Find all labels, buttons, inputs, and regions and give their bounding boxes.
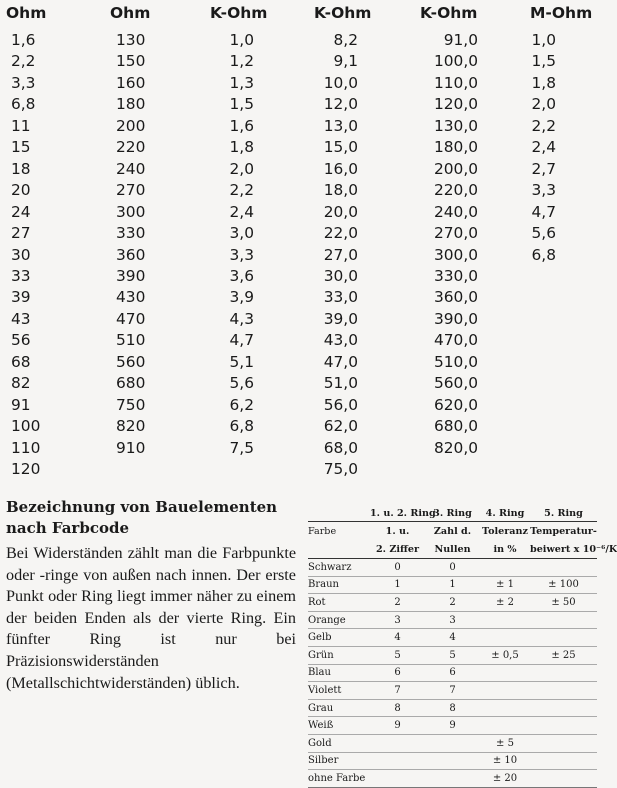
values-cell: 680	[116, 374, 146, 393]
color-table-row	[308, 576, 597, 594]
values-cell: 110,0	[433, 73, 478, 92]
values-cell: 68	[11, 352, 31, 371]
color-name-cell: Grün	[308, 646, 370, 664]
values-cell: 240	[116, 159, 146, 178]
values-cell: 1,6	[229, 116, 254, 135]
values-cell: 11	[11, 116, 31, 135]
values-cell: 1,5	[531, 52, 556, 71]
values-cell: 18	[11, 159, 31, 178]
values-cell: 22,0	[323, 224, 358, 243]
values-cell: 1,6	[11, 31, 36, 49]
color-value-cell: 2	[370, 594, 425, 612]
values-cell: 510	[116, 331, 146, 350]
values-row	[6, 416, 594, 437]
color-name-cell: Weiß	[308, 717, 370, 735]
color-value-cell: 1	[425, 576, 480, 594]
values-cell: 1,5	[229, 95, 254, 114]
values-cell: 39,0	[323, 309, 358, 328]
color-value-cell: 4	[370, 629, 425, 647]
values-cell: 130	[116, 31, 146, 49]
values-cell	[516, 309, 594, 330]
values-cell: 16,0	[323, 159, 358, 178]
color-value-cell	[480, 629, 530, 647]
color-value-cell	[480, 717, 530, 735]
values-cell: 30,0	[323, 266, 358, 285]
color-value-cell: ± 20	[480, 770, 530, 788]
values-cell: 10,0	[323, 73, 358, 92]
values-cell: 820	[116, 417, 146, 436]
values-cell: 2,2	[229, 181, 254, 200]
values-column-header: K-Ohm	[420, 4, 478, 22]
section-body-text: Bei Widerständen zählt man die Farbpunkte oder -ringe von außen nach innen. Der erste Punkt oder Ring liegt immer näher zu einem der beiden Enden als der vierte Ring. Ein fünfter Ring ist nur bei Präzisionswiderständen (Metallschichtwiderständen) üblich.	[6, 544, 296, 692]
values-row	[6, 116, 594, 137]
color-table-row	[308, 717, 597, 735]
color-table-header-cell: 4. Ring	[480, 506, 530, 522]
values-cell: 270,0	[433, 224, 478, 243]
values-cell: 15	[11, 138, 31, 157]
color-name-cell: Gold	[308, 734, 370, 752]
values-cell: 43	[11, 309, 31, 328]
values-row	[6, 352, 594, 373]
values-cell: 82	[11, 374, 31, 393]
values-cell: 5,6	[531, 224, 556, 243]
color-table-header-cell: 3. Ring	[425, 506, 480, 522]
values-cell: 150	[116, 52, 146, 71]
section-heading: Bezeichnung von Bauelementen nach Farbcode	[6, 498, 278, 537]
values-cell: 13,0	[323, 116, 358, 135]
color-name-cell: Violett	[308, 682, 370, 700]
values-cell: 120	[11, 460, 41, 479]
color-value-cell: 6	[370, 664, 425, 682]
values-cell: 680,0	[433, 417, 478, 436]
values-cell: 1,2	[229, 52, 254, 71]
color-table-header-cell: Nullen	[425, 541, 480, 559]
values-row	[6, 223, 594, 244]
values-cell: 620,0	[433, 395, 478, 414]
color-value-cell: 4	[425, 629, 480, 647]
color-table-row	[308, 699, 597, 717]
color-table-header-cell: Temperatur-	[530, 526, 597, 537]
color-table-row	[308, 611, 597, 629]
color-value-cell: ± 1	[480, 576, 530, 594]
color-table-header-cell: Zahl d.	[433, 526, 472, 537]
values-cell: 750	[116, 395, 146, 414]
color-table-header-row	[308, 522, 597, 542]
values-cell: 3,3	[11, 73, 36, 92]
values-cell: 24	[11, 202, 31, 221]
color-value-cell: 7	[425, 682, 480, 700]
color-table-header-row	[308, 506, 597, 522]
values-cell: 3,0	[229, 224, 254, 243]
values-cell: 6,8	[229, 417, 254, 436]
color-table-header-cell: in %	[480, 541, 530, 559]
values-row	[6, 459, 594, 480]
color-table-header-cell: 1. u.	[385, 526, 410, 537]
color-name-cell: Gelb	[308, 629, 370, 647]
values-cell: 1,0	[229, 31, 254, 49]
color-name-cell: Braun	[308, 576, 370, 594]
values-header-row	[6, 4, 594, 30]
values-cell: 1,8	[531, 73, 556, 92]
color-value-cell	[530, 770, 597, 788]
color-value-cell	[425, 752, 480, 770]
values-row	[6, 287, 594, 308]
color-value-cell	[530, 611, 597, 629]
color-table-header-cell: beiwert x 10⁻⁶/K	[530, 541, 597, 559]
color-value-cell	[370, 734, 425, 752]
values-cell	[516, 352, 594, 373]
values-cell: 100,0	[433, 52, 478, 71]
color-table-header-cell: 1. u. 2. Ring	[370, 506, 425, 522]
color-value-cell: 7	[370, 682, 425, 700]
values-row	[6, 137, 594, 158]
values-cell	[516, 395, 594, 416]
values-row	[6, 330, 594, 351]
color-table-header-cell	[308, 541, 370, 559]
values-cell	[516, 416, 594, 437]
values-cell: 390	[116, 266, 146, 285]
values-cell: 1,8	[229, 138, 254, 157]
color-value-cell	[480, 559, 530, 577]
color-value-cell: 9	[425, 717, 480, 735]
color-value-cell: 1	[370, 576, 425, 594]
values-cell: 51,0	[323, 374, 358, 393]
color-name-cell: Blau	[308, 664, 370, 682]
values-cell: 510,0	[433, 352, 478, 371]
color-table-row	[308, 734, 597, 752]
color-value-cell	[480, 611, 530, 629]
values-cell: 300	[116, 202, 146, 221]
values-cell: 9,1	[333, 52, 358, 71]
values-row	[6, 309, 594, 330]
color-value-cell	[530, 559, 597, 577]
values-cell: 12,0	[323, 95, 358, 114]
color-value-cell: ± 0,5	[480, 646, 530, 664]
values-cell: 1,3	[229, 73, 254, 92]
color-table-row	[308, 646, 597, 664]
color-name-cell: Schwarz	[308, 559, 370, 577]
values-cell: 240,0	[433, 202, 478, 221]
color-value-cell	[530, 699, 597, 717]
color-value-cell	[480, 664, 530, 682]
values-cell: 6,2	[229, 395, 254, 414]
values-row	[6, 438, 594, 459]
values-cell: 7,5	[229, 438, 254, 457]
values-column-header: K-Ohm	[314, 4, 372, 22]
values-cell: 47,0	[323, 352, 358, 371]
values-row	[6, 266, 594, 287]
color-value-cell: 8	[425, 699, 480, 717]
color-value-cell	[480, 682, 530, 700]
color-name-cell: Rot	[308, 594, 370, 612]
values-cell: 220	[116, 138, 146, 157]
color-value-cell	[530, 664, 597, 682]
values-cell: 560	[116, 352, 146, 371]
values-cell: 91,0	[443, 31, 478, 49]
color-value-cell: 3	[370, 611, 425, 629]
values-cell: 33,0	[323, 288, 358, 307]
values-cell: 4,3	[229, 309, 254, 328]
values-cell	[516, 266, 594, 287]
color-value-cell: 8	[370, 699, 425, 717]
color-value-cell	[530, 682, 597, 700]
values-cell: 200	[116, 116, 146, 135]
color-value-cell: 6	[425, 664, 480, 682]
color-table-row	[308, 752, 597, 770]
values-cell: 270	[116, 181, 146, 200]
color-value-cell: ± 10	[480, 752, 530, 770]
color-value-cell	[480, 699, 530, 717]
values-cell: 200,0	[433, 159, 478, 178]
values-cell: 220,0	[433, 181, 478, 200]
color-value-cell: ± 2	[480, 594, 530, 612]
values-cell: 91	[11, 395, 31, 414]
color-table-row	[308, 629, 597, 647]
values-cell	[516, 287, 594, 308]
values-cell: 20	[11, 181, 31, 200]
color-value-cell: 3	[425, 611, 480, 629]
values-cell: 180,0	[433, 138, 478, 157]
color-table-row	[308, 559, 597, 577]
values-cell: 2,0	[531, 95, 556, 114]
color-value-cell: 0	[370, 559, 425, 577]
values-cell: 330,0	[433, 266, 478, 285]
values-column-header: M-Ohm	[530, 4, 593, 22]
values-cell: 910	[116, 438, 146, 457]
color-value-cell: ± 25	[530, 646, 597, 664]
values-cell: 43,0	[323, 331, 358, 350]
values-row	[6, 159, 594, 180]
values-cell: 180	[116, 95, 146, 114]
color-value-cell: ± 100	[530, 576, 597, 594]
color-value-cell: ± 5	[480, 734, 530, 752]
color-table-header-cell	[308, 506, 370, 522]
values-cell: 390,0	[433, 309, 478, 328]
color-name-cell: Orange	[308, 611, 370, 629]
values-cell: 27,0	[323, 245, 358, 264]
values-cell: 27	[11, 224, 31, 243]
values-cell	[516, 438, 594, 459]
color-value-cell: 5	[370, 646, 425, 664]
values-cell	[106, 459, 206, 480]
color-name-cell: Silber	[308, 752, 370, 770]
color-table-header-cell: Farbe	[308, 526, 337, 537]
values-cell: 18,0	[323, 181, 358, 200]
values-cell	[516, 459, 594, 480]
values-cell: 120,0	[433, 95, 478, 114]
values-cell: 2,7	[531, 159, 556, 178]
color-value-cell: 9	[370, 717, 425, 735]
color-name-cell: ohne Farbe	[308, 770, 370, 788]
values-cell: 3,3	[229, 245, 254, 264]
color-value-cell	[530, 734, 597, 752]
values-cell: 560,0	[433, 374, 478, 393]
values-column-header: Ohm	[6, 4, 47, 22]
color-table-header-row	[308, 541, 597, 559]
color-value-cell	[530, 717, 597, 735]
values-row	[6, 73, 594, 94]
values-cell: 5,6	[229, 374, 254, 393]
values-cell: 470	[116, 309, 146, 328]
color-value-cell: ± 50	[530, 594, 597, 612]
values-cell: 330	[116, 224, 146, 243]
values-row	[6, 94, 594, 115]
values-cell: 2,0	[229, 159, 254, 178]
values-cell: 15,0	[323, 138, 358, 157]
color-value-cell	[425, 734, 480, 752]
resistor-values-table	[6, 4, 594, 481]
values-cell: 3,3	[531, 181, 556, 200]
values-cell: 56	[11, 331, 31, 350]
values-cell: 360	[116, 245, 146, 264]
values-row	[6, 395, 594, 416]
values-cell: 39	[11, 288, 31, 307]
values-cell: 30	[11, 245, 31, 264]
values-cell: 100	[11, 417, 41, 436]
color-value-cell: 5	[425, 646, 480, 664]
values-cell: 300,0	[433, 245, 478, 264]
values-cell: 20,0	[323, 202, 358, 221]
values-cell: 33	[11, 266, 31, 285]
color-value-cell	[425, 770, 480, 788]
color-value-cell: 2	[425, 594, 480, 612]
values-cell: 8,2	[333, 31, 358, 49]
values-cell: 1,0	[531, 31, 556, 49]
color-table-row	[308, 664, 597, 682]
values-row	[6, 180, 594, 201]
values-cell: 2,4	[229, 202, 254, 221]
values-cell: 5,1	[229, 352, 254, 371]
values-cell: 75,0	[323, 460, 358, 479]
color-value-cell: 0	[425, 559, 480, 577]
color-code-table	[308, 506, 617, 788]
values-cell	[206, 459, 306, 480]
color-value-cell	[530, 629, 597, 647]
values-cell	[516, 373, 594, 394]
color-value-cell	[530, 752, 597, 770]
values-cell: 130,0	[433, 116, 478, 135]
values-cell: 68,0	[323, 438, 358, 457]
values-row	[6, 51, 594, 72]
values-cell: 360,0	[433, 288, 478, 307]
values-row	[6, 30, 594, 51]
color-table-header-cell: 2. Ziffer	[370, 541, 425, 559]
values-column-header: K-Ohm	[210, 4, 268, 22]
values-cell: 2,2	[531, 116, 556, 135]
values-cell: 62,0	[323, 417, 358, 436]
values-row	[6, 202, 594, 223]
values-cell: 6,8	[531, 245, 556, 264]
values-cell: 820,0	[433, 438, 478, 457]
color-table-header-cell: Toleranz	[482, 526, 528, 537]
color-table-row	[308, 770, 597, 788]
values-cell: 470,0	[433, 331, 478, 350]
values-cell	[516, 330, 594, 351]
color-table-header-cell: 5. Ring	[530, 506, 597, 522]
values-row	[6, 245, 594, 266]
color-value-cell	[370, 752, 425, 770]
values-cell: 4,7	[229, 331, 254, 350]
values-cell: 160	[116, 73, 146, 92]
values-cell: 56,0	[323, 395, 358, 414]
values-cell: 2,4	[531, 138, 556, 157]
values-column-header: Ohm	[110, 4, 151, 22]
values-row	[6, 373, 594, 394]
values-cell: 110	[11, 438, 41, 457]
color-value-cell	[370, 770, 425, 788]
color-name-cell: Grau	[308, 699, 370, 717]
color-table-row	[308, 682, 597, 700]
values-cell: 430	[116, 288, 146, 307]
values-cell: 6,8	[11, 95, 36, 114]
values-cell: 4,7	[531, 202, 556, 221]
values-cell	[412, 459, 516, 480]
values-cell: 2,2	[11, 52, 36, 71]
color-table-row	[308, 594, 597, 612]
values-cell: 3,6	[229, 266, 254, 285]
values-cell: 3,9	[229, 288, 254, 307]
